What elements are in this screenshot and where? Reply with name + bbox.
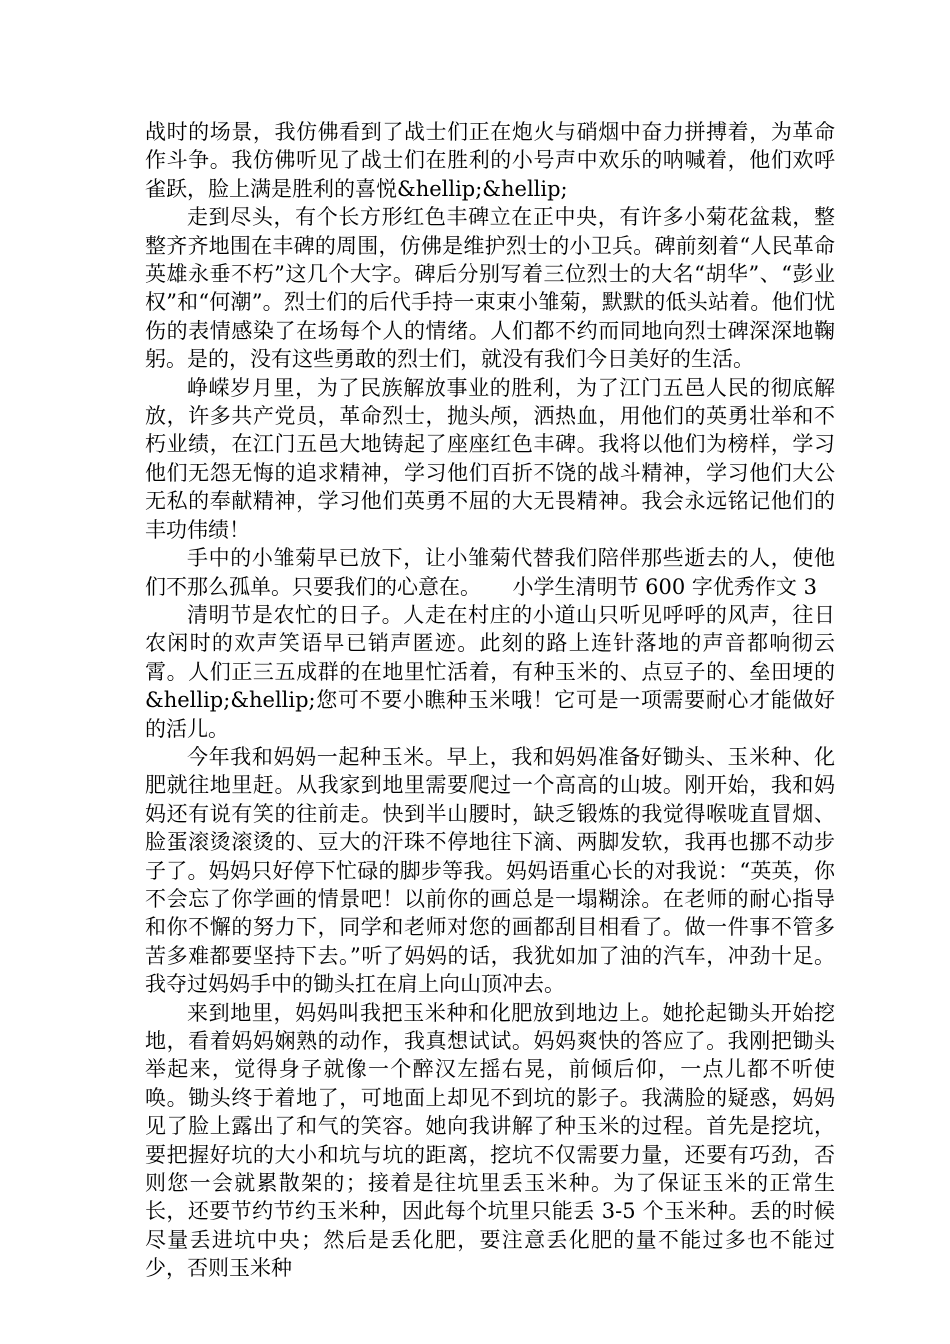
paragraph-3: 峥嵘岁月里，为了民族解放事业的胜利，为了江门五邑人民的彻底解放，许多共产党员，革命烈士，抛头颅，洒热血，用他们的英勇壮举和不朽业绩，在江门五邑大地铸起了座座红色丰碑。我将以他们为榜样，学习他们无怨无悔的追求精神，学习他们百折不饶的战斗精神，学习他们大公无私的奉献精神，学习他们英勇不屈的大无畏精神。我会永远铭记他们的丰功伟绩！ — [145, 375, 835, 542]
document-page — [145, 118, 835, 1283]
paragraph-2: 走到尽头，有个长方形红色丰碑立在正中央，有许多小菊花盆栽，整整齐齐地围在丰碑的周围，仿佛是维护烈士的小卫兵。碑前刻着“人民革命英雄永垂不朽”这几个大字。碑后分别写着三位烈士的大名“胡华”、“彭业权”和“何潮”。烈士们的后代手持一束束小雏菊，默默的低头站着。他们忧伤的表情感染了在场每个人的情绪。人们都不约而同地向烈士碑深深地鞠躬。是的，没有这些勇敢的烈士们，就没有我们今日美好的生活。 — [145, 205, 835, 372]
paragraph-4: 手中的小雏菊早已放下，让小雏菊代替我们陪伴那些逝去的人，使他们不那么孤单。只要我们的心意在。 小学生清明节 600 字优秀作文 3 — [145, 546, 835, 599]
paragraph-5: 清明节是农忙的日子。人走在村庄的小道山只听见呼呼的风声，往日农闲时的欢声笑语早已销声匿迹。此刻的路上连针落地的声音都响彻云霄。人们正三五成群的在地里忙活着，有种玉米的、点豆子的、垒田埂的&hellip;&hellip;您可不要小瞧种玉米哦！它可是一项需要耐心才能做好的活儿。 — [145, 602, 835, 741]
paragraph-1: 战时的场景，我仿佛看到了战士们正在炮火与硝烟中奋力拼搏着，为革命作斗争。我仿佛听见了战士们在胜利的小号声中欢乐的呐喊着，他们欢呼雀跃，脸上满是胜利的喜悦&hellip;&hellip; — [145, 120, 835, 201]
paragraph-7: 来到地里，妈妈叫我把玉米种和化肥放到地边上。她抡起锄头开始挖地，看着妈妈娴熟的动作，我真想试试。妈妈爽快的答应了。我刚把锄头举起来，觉得身子就像一个醉汉左摇右晃，前倾后仰，一点儿都不听使唤。锄头终于着地了，可地面上却见不到坑的影子。我满脸的疑惑，妈妈见了脸上露出了和气的笑容。她向我讲解了种玉米的过程。首先是挖坑，要把握好坑的大小和坑与坑的距离，挖坑不仅需要力量，还要有巧劲，否则您一会就累散架的；接着是往坑里丢玉米种。为了保证玉米的正常生长，还要节约节约玉米种，因此每个坑里只能丢 3-5 个玉米种。丢的时候尽量丢进坑中央；然后是丢化肥，要注意丢化肥的量不能过多也不能过少，否则玉米种 — [145, 1000, 835, 1281]
paragraph-6: 今年我和妈妈一起种玉米。早上，我和妈妈准备好锄头、玉米种、化肥就往地里赶。从我家到地里需要爬过一个高高的山坡。刚开始，我和妈妈还有说有笑的往前走。快到半山腰时，缺乏锻炼的我觉得喉咙直冒烟、脸蛋滚烫滚烫的、豆大的汗珠不停地往下滴、两脚发软，我再也挪不动步子了。妈妈只好停下忙碌的脚步等我。妈妈语重心长的对我说：“英英，你不会忘了你学画的情景吧！以前你的画总是一塌糊涂。在老师的耐心指导和你不懈的努力下，同学和老师对您的画都刮目相看了。做一件事不管多苦多难都要坚持下去。”听了妈妈的话，我犹如加了油的汽车，冲劲十足。我夺过妈妈手中的锄头扛在肩上向山顶冲去。 — [145, 744, 835, 997]
